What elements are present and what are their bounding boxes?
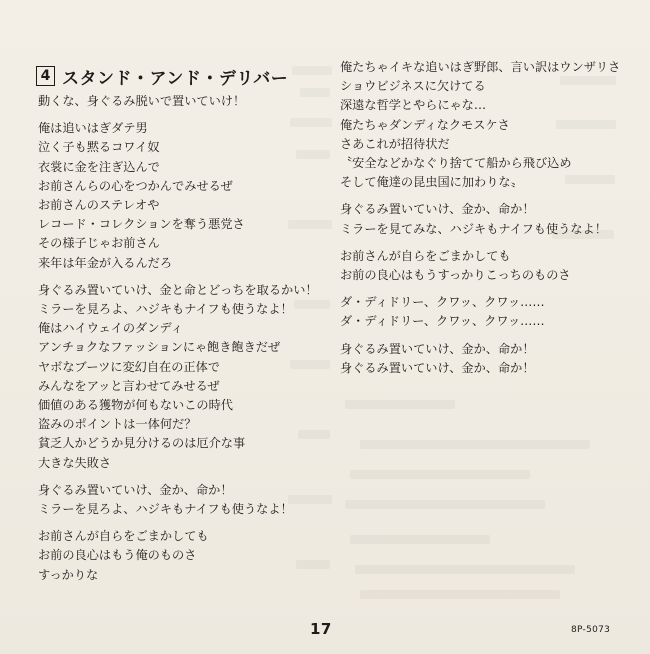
lyric-stanza: [340, 293, 620, 331]
lyric-line: 俺たちゃイキな追いはぎ野郎、言い訳はウンザリさ: [340, 60, 621, 74]
lyric-line: 俺たちゃダンディなクモスケさ: [340, 117, 510, 132]
lyric-line: その様子じゃお前さん: [38, 236, 160, 251]
lyric-stanza: [38, 92, 318, 111]
lyric-line: ダ・ディドリー、クワッ、クワッ……: [340, 295, 545, 310]
lyric-line: レコード・コレクションを奪う悪党さ: [38, 217, 245, 232]
lyric-line: 身ぐるみ置いていけ、金か、命か！: [340, 341, 535, 356]
lyric-line: 俺は追いはぎダテ男: [38, 121, 148, 136]
lyric-stanza: [38, 527, 318, 585]
lyric-line: 身ぐるみ置いていけ、金か、命か！: [340, 360, 535, 375]
lyric-stanza: [38, 119, 318, 273]
lyric-line: お前さんのステレオや: [38, 198, 160, 213]
lyric-line: 動くな、身ぐるみ脱いで置いていけ！: [38, 94, 246, 108]
lyric-line: 価値のある獲物が何もないこの時代: [38, 398, 233, 413]
song-heading: [36, 64, 288, 88]
lyric-line: 貧乏人かどうか見分けるのは厄介な事: [38, 436, 246, 451]
lyric-line: そして俺達の昆虫国に加わりな〟: [340, 175, 523, 190]
lyric-line: 泣く子も黙るコワイ奴: [38, 140, 160, 155]
lyric-line: 盗みのポイントは一体何だ？: [38, 417, 197, 432]
lyric-line: 俺はハイウェイのダンディ: [38, 321, 183, 336]
lyric-line: 身ぐるみ置いていけ、金と命とどっちを取るかい！: [38, 282, 318, 297]
lyric-line: 大きな失敗さ: [38, 455, 112, 470]
lyric-line: ショウビジネスに欠けてる: [340, 79, 486, 94]
lyric-line: 身ぐるみ置いていけ、金か、命か！: [38, 482, 233, 497]
lyric-stanza: [340, 200, 620, 238]
song-title: スタンド・アンド・デリバー: [62, 68, 289, 89]
lyric-line: 身ぐるみ置いていけ、金か、命か！: [340, 202, 535, 217]
lyric-line: 〝安全などかなぐり捨てて船から飛び込め: [340, 156, 572, 171]
lyric-stanza: [38, 281, 318, 473]
catalog-number: 8P-5073: [571, 625, 611, 635]
lyric-line: みんなをアッと言わせてみせるぜ: [38, 378, 220, 393]
lyric-line: ミラーを見てみな、ハジキもナイフも使うなよ！: [340, 221, 607, 236]
lyric-line: ミラーを見ろよ、ハジキもナイフも使うなよ！: [38, 302, 293, 317]
lyric-stanza: [340, 58, 620, 192]
lyric-line: お前の良心はもう俺のものさ: [38, 548, 197, 563]
lyric-stanza: [38, 481, 318, 519]
lyric-line: 衣裳に金を注ぎ込んで: [38, 159, 160, 174]
track-number-box: 4: [36, 66, 55, 86]
lyric-line: 深遠な哲学とやらにゃな…: [340, 98, 487, 113]
lyrics-column-right: [340, 58, 620, 386]
page-number: 17: [310, 620, 332, 638]
lyric-line: お前さんが自らをごまかしても: [38, 529, 209, 544]
lyric-line: アンチョクなファッションにゃ飽き飽きだぜ: [38, 340, 281, 355]
lyric-line: 来年は年金が入るんだろ: [38, 255, 173, 270]
lyric-line: お前の良心はもうすっかりこっちのものさ: [340, 268, 571, 283]
lyric-line: すっかりな: [38, 567, 99, 582]
lyric-line: ミラーを見ろよ、ハジキもナイフも使うなよ！: [38, 502, 293, 517]
lyric-line: ダ・ディドリー、クワッ、クワッ……: [340, 314, 545, 329]
lyric-line: ヤボなブーツに変幻自在の正体で: [38, 359, 220, 374]
lyric-line: お前さんが自らをごまかしても: [340, 248, 511, 263]
lyrics-column-left: [38, 92, 318, 593]
lyric-line: お前さんらの心をつかんでみせるぜ: [38, 178, 233, 193]
lyric-stanza: [340, 247, 620, 285]
lyric-stanza: [340, 340, 620, 378]
lyric-line: さあこれが招待状だ: [340, 136, 450, 151]
